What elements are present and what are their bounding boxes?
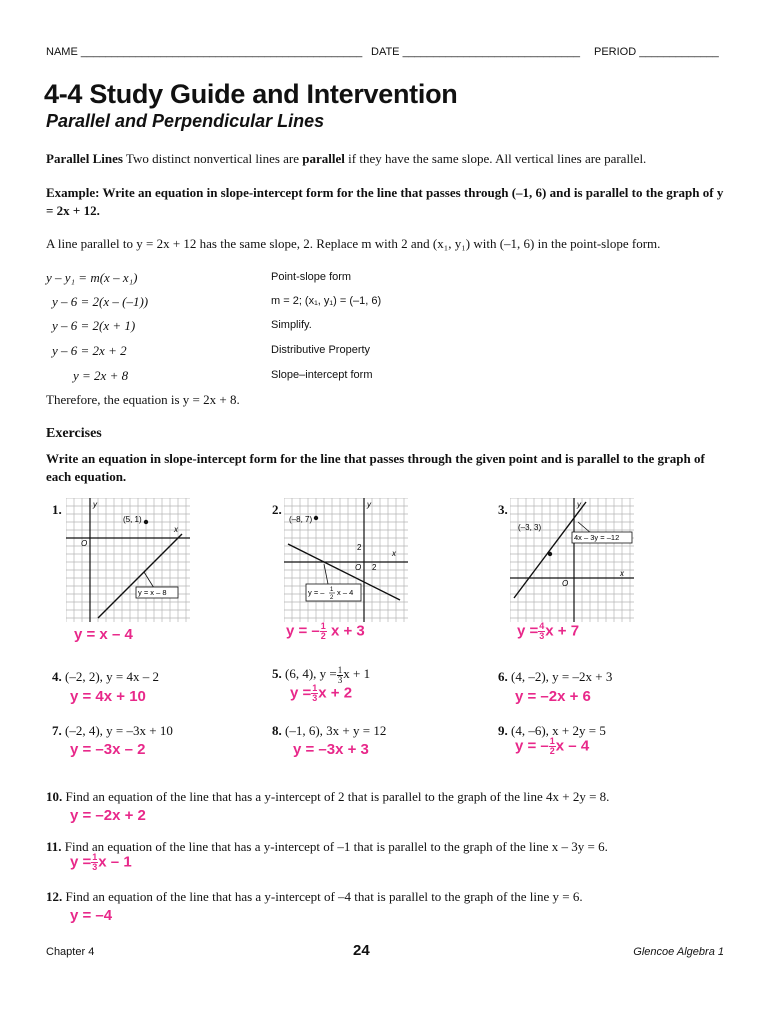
step-4-eq: y – 6 = 2x + 2 [52,343,127,358]
graph-2-origin: O [355,563,362,572]
intro-text-a: Two distinct nonvertical lines are [122,151,303,166]
intro-bold-word: parallel [302,151,345,166]
answer-8: y = –3x + 3 [293,741,369,758]
graph-1-x-label: x [174,525,178,534]
step-3-eq: y – 6 = 2(x + 1) [52,318,136,333]
graph-2-x-tick: 2 [372,563,377,572]
graph-3 [510,498,634,622]
answer-5-b: x + 2 [318,684,353,702]
answer-5-frac-n: 1 [312,683,318,693]
page-title: 4-4 Study Guide and Intervention [44,79,458,109]
graph-2-line-frac-d: 2 [330,595,334,601]
graph-1 [66,498,190,622]
answer-2-b: x + 3 [330,622,365,640]
exercise-9-number: 9. [498,723,508,738]
answer-11-frac-d: 3 [92,862,98,872]
answer-2-a: y = – [286,622,320,640]
answer-3-b: x + 7 [545,622,580,640]
answer-11-b: x – 1 [98,853,132,871]
exercise-11-number: 11. [46,839,62,854]
answer-9-frac [549,737,556,756]
exercise-5-frac-n: 1 [337,664,343,675]
answer-5-frac-d: 3 [312,693,318,703]
exercise-6 [498,668,612,686]
answer-4: y = 4x + 10 [70,688,146,705]
exercise-7-prompt: (–2, 4), y = –3x + 10 [65,723,173,738]
step-5-reason: Slope–intercept form [271,369,373,381]
exercise-5 [272,665,370,685]
footer-book-title: Glencoe Algebra 1 [633,946,724,958]
answer-3-frac-n: 4 [539,621,545,631]
exercise-4 [52,668,159,686]
answer-9-a: y = – [515,737,549,755]
footer-chapter: Chapter 4 [46,946,95,958]
step-4-reason: Distributive Property [271,344,371,356]
example-explanation: A line parallel to y = 2x + 12 has the same slope, 2. Replace m with 2 and (x₁, y₁) with (–1, 6) in the point-slope form. [46,236,661,251]
answer-2-frac [320,622,327,641]
exercise-5-prompt-b: x + 1 [343,666,371,681]
exercise-4-number: 4. [52,669,62,684]
answer-5-a: y = [290,684,312,702]
answer-11-frac-n: 1 [92,852,98,862]
answer-9-b: x – 4 [555,737,590,755]
date-field-label: DATE _____________________________ [371,46,580,58]
exercise-5-number: 5. [272,666,282,681]
answer-9 [515,737,589,756]
graph-2-point-label: (–8, 7) [289,515,313,524]
exercise-5-prompt-a: (6, 4), y = [285,666,337,681]
graph-1-line-label: y = x – 8 [138,588,167,597]
intro-paragraph [46,150,736,168]
exercise-8 [272,722,386,740]
graph-2-x-label: x [392,549,396,558]
exercise-12-prompt: Find an equation of the line that has a y-intercept of –4 that is parallel to the graph of the line y = 6. [62,889,583,904]
graph-1-line [98,534,182,618]
graph-2-y-label: y [367,500,371,509]
answer-11 [70,853,132,872]
step-2-eq: y – 6 = 2(x – (–1)) [52,294,149,309]
footer-page-number: 24 [353,942,370,959]
graph-3-origin: O [562,579,569,588]
graph-3-line-label: 4x – 3y = –12 [574,533,620,542]
graph-2-line-frac-n: 1 [330,587,334,593]
exercise-10-prompt: Find an equation of the line that has a y-intercept of 2 that is parallel to the graph of the line 4x + 2y = 8. [62,789,610,804]
exercises-instructions: Write an equation in slope-intercept form for the line that passes through the given point and is parallel to the graph of each equation. [46,451,705,484]
exercise-1-number: 1. [52,502,62,517]
answer-10: y = –2x + 2 [70,807,146,824]
answer-7: y = –3x – 2 [70,741,146,758]
answer-9-frac-n: 1 [549,736,555,746]
exercise-7 [52,722,173,740]
graph-3-grid [510,498,634,622]
exercise-2-number: 2. [272,502,282,517]
exercises-heading: Exercises [46,426,102,441]
exercise-10 [46,788,736,806]
exercise-6-number: 6. [498,669,508,684]
example-text: Write an equation in slope-intercept form for the line that passes through (–1, 6) and is parallel to the graph of y = 2x + 12. [46,185,724,218]
period-field-label: PERIOD _____________ [594,46,719,58]
answer-6: y = –2x + 6 [515,688,591,705]
answer-1: y = x – 4 [74,626,133,643]
answer-2-frac-n: 1 [320,621,326,631]
exercise-12 [46,888,736,906]
exercise-11-prompt: Find an equation of the line that has a y-intercept of –1 that is parallel to the graph of the line x – 3y = 6. [61,839,608,854]
exercise-4-prompt: (–2, 2), y = 4x – 2 [65,669,159,684]
graph-2-point [314,516,318,520]
intro-term: Parallel Lines [46,151,123,166]
graph-3-y-label: y [577,500,581,509]
graph-1-point-label: (5, 1) [123,515,142,524]
answer-2-frac-d: 2 [320,631,326,641]
answer-2 [286,622,365,641]
answer-3 [517,622,579,641]
answer-12: y = –4 [70,907,113,924]
step-5-eq: y = 2x + 8 [73,368,129,383]
intro-text-b: if they have the same slope. All vertical lines are parallel. [344,151,647,166]
graph-2 [284,498,408,622]
graph-1-y-label: y [93,500,97,509]
exercise-11 [46,838,736,856]
example-label: Example: [46,185,100,200]
step-2-reason: m = 2; (x₁, y₁) = (–1, 6) [271,295,382,307]
name-field-label: NAME ______________________________________________ [46,46,363,58]
exercise-9-prompt: (4, –6), x + 2y = 5 [511,723,606,738]
graph-2-line-label-b: x – 4 [337,588,354,597]
step-1-eq: y – y₁ = m(x – x₁) [46,270,138,285]
exercise-7-number: 7. [52,723,62,738]
example-prompt [46,184,726,220]
answer-3-a: y = [517,622,539,640]
graph-3-point [548,552,552,556]
answer-9-frac-d: 2 [549,746,555,756]
graph-1-origin: O [81,539,88,548]
answer-11-a: y = [70,853,92,871]
step-3-reason: Simplify. [271,319,312,331]
step-1-reason: Point-slope form [271,271,352,283]
answer-5 [290,684,352,703]
exercise-8-prompt: (–1, 6), 3x + y = 12 [285,723,387,738]
graph-3-point-label: (–3, 3) [518,523,542,532]
page-subtitle: Parallel and Perpendicular Lines [46,111,325,131]
answer-3-frac-d: 3 [539,631,545,641]
graph-1-point [144,520,148,524]
graph-3-x-label: x [620,569,624,578]
exercise-12-number: 12. [46,889,63,904]
exercise-3-number: 3. [498,502,508,517]
graph-2-y-tick: 2 [357,543,362,552]
exercise-5-frac-d: 3 [337,674,343,685]
graph-2-line-label-a: y = – [308,588,325,597]
exercise-10-number: 10. [46,789,63,804]
exercise-6-prompt: (4, –2), y = –2x + 3 [511,669,613,684]
example-conclusion: Therefore, the equation is y = 2x + 8. [46,392,240,407]
exercise-8-number: 8. [272,723,282,738]
